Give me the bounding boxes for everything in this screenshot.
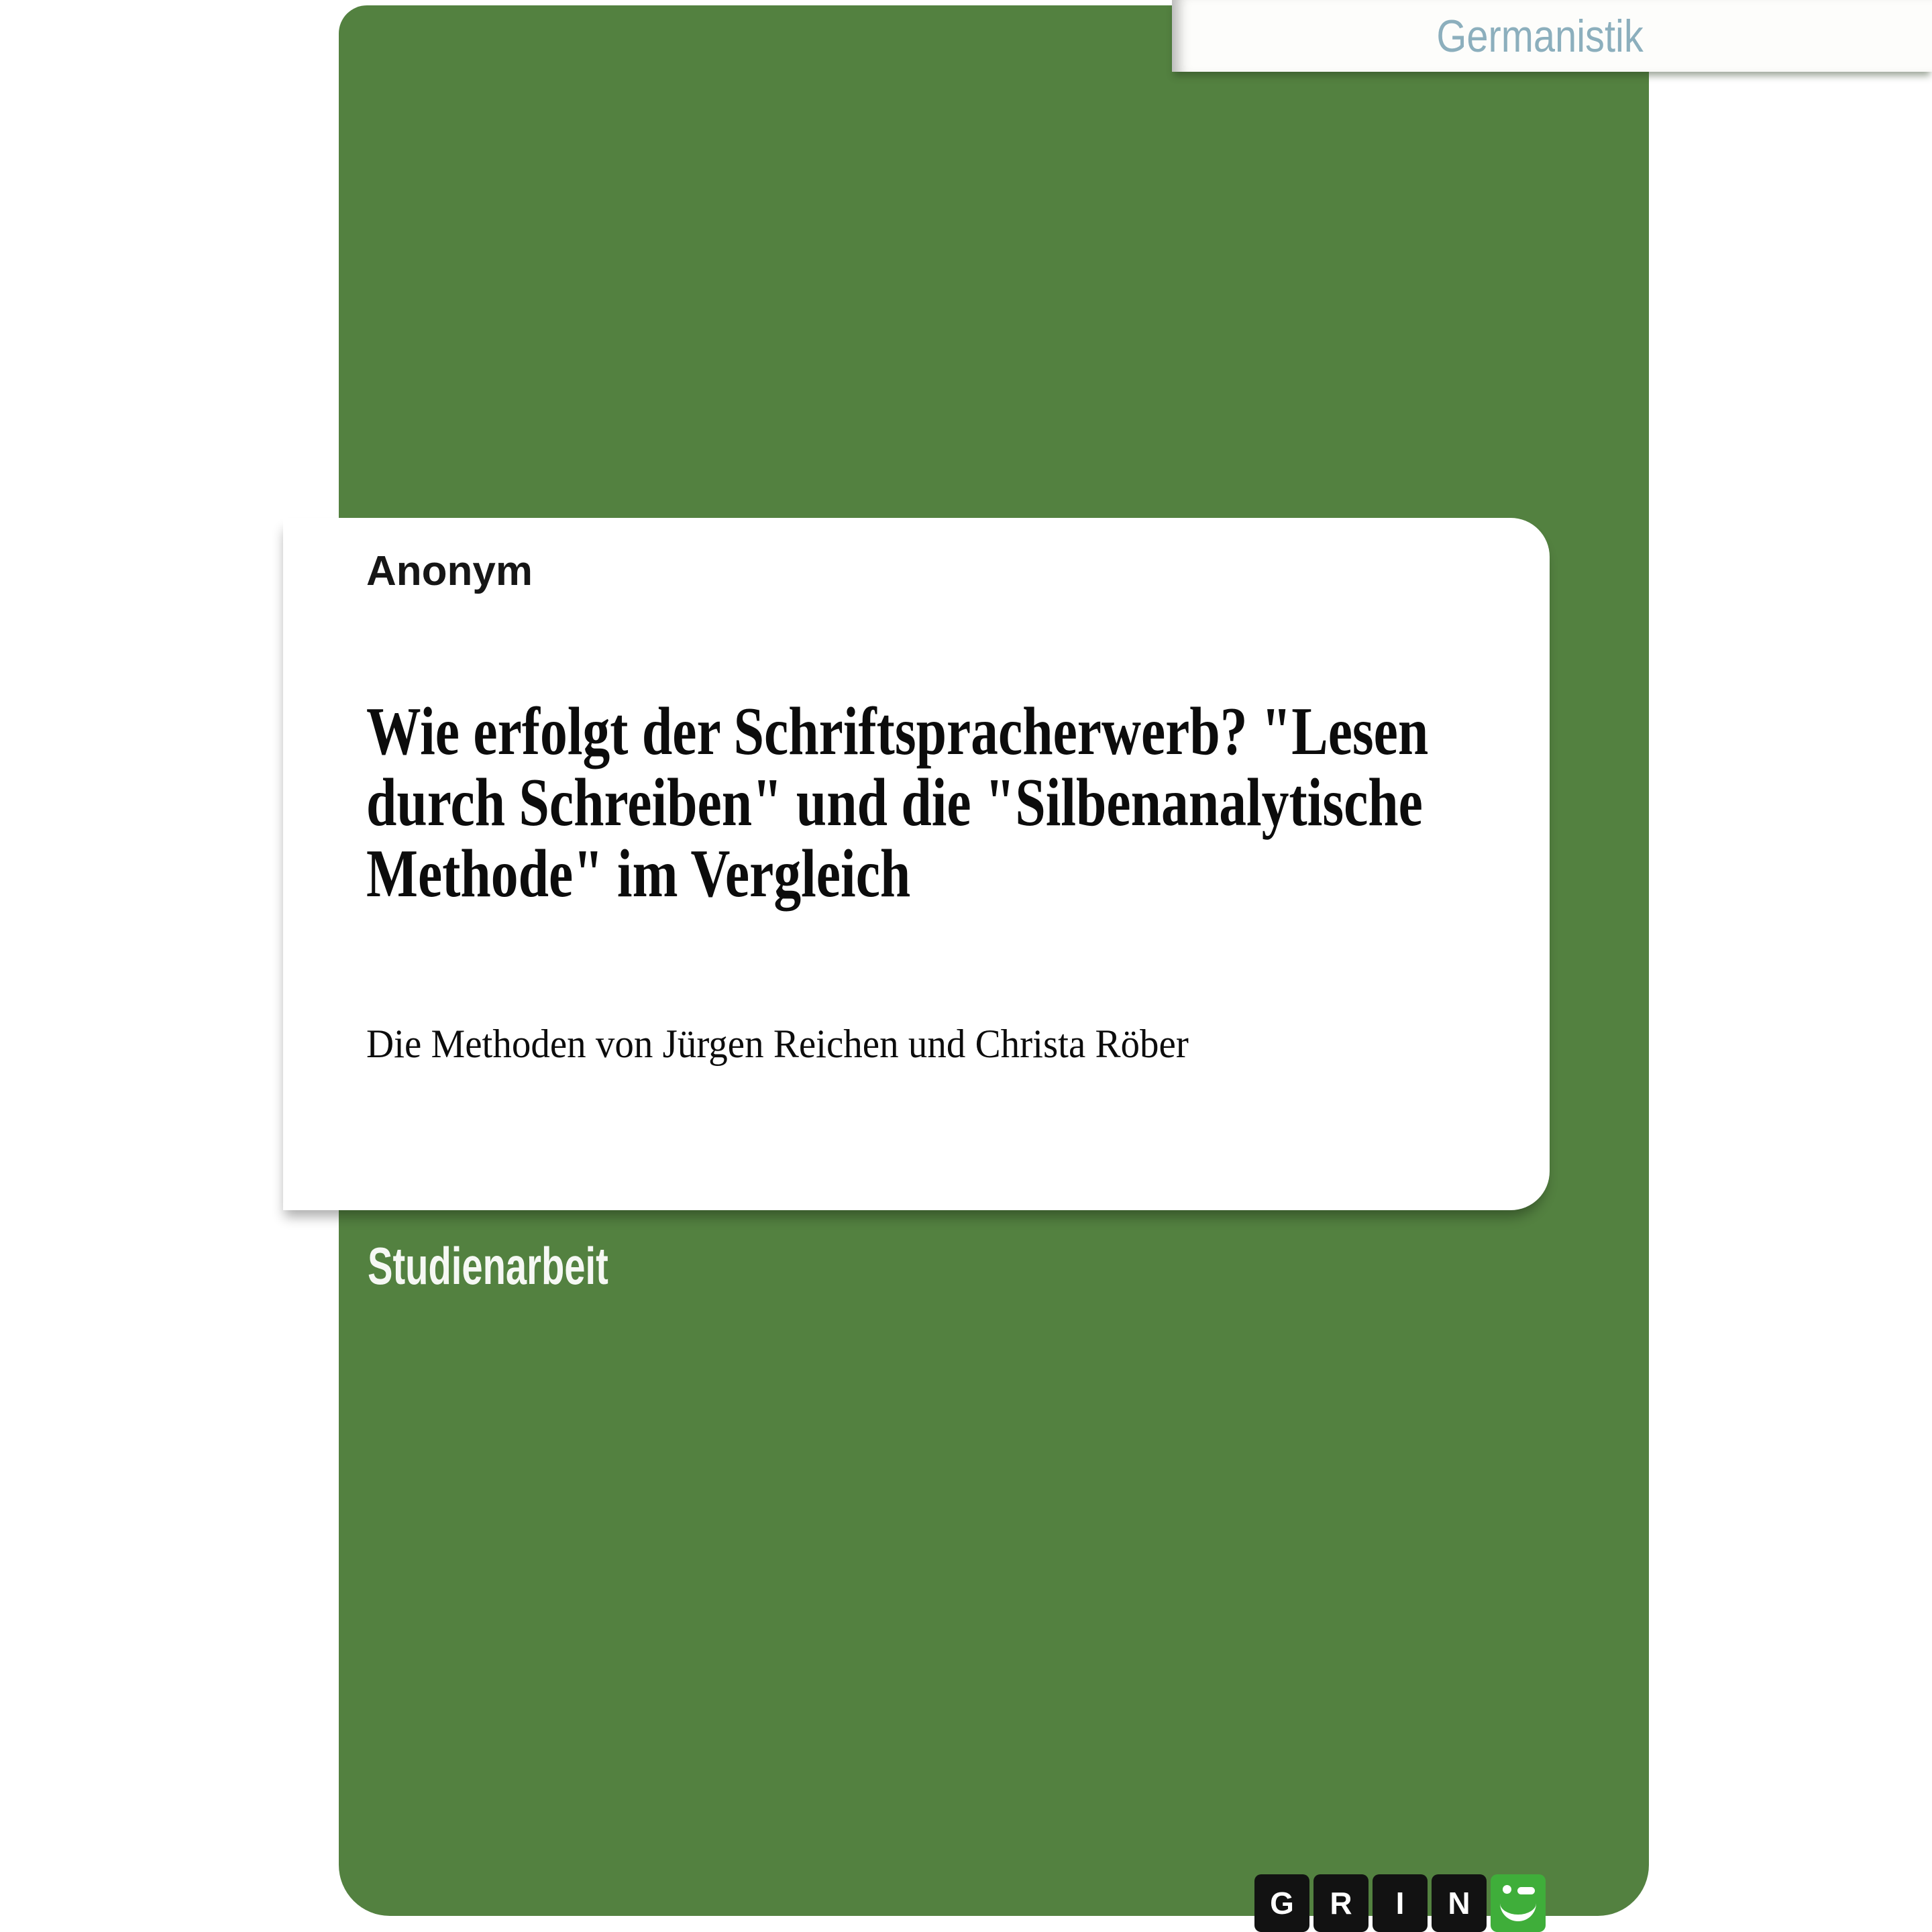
category-label: Germanistik: [1436, 11, 1644, 62]
document-type-label: Studienarbeit: [368, 1236, 608, 1295]
author-name: Anonym: [366, 548, 533, 594]
grin-smiley-icon: [1491, 1874, 1546, 1932]
logo-letter-tile-i: I: [1373, 1874, 1428, 1932]
category-band: [1172, 0, 1932, 72]
book-subtitle: Die Methoden von Jürgen Reichen und Christa Röber: [366, 1022, 1189, 1066]
title-line-1: Wie erfolgt der Schriftspracherwerb? "Lesen: [366, 694, 1429, 769]
title-line-2: durch Schreiben" und die "Silbenanalytische: [366, 765, 1423, 841]
title-panel: [283, 518, 1550, 1210]
book-title: [366, 696, 1428, 910]
logo-letter-tile-g: G: [1254, 1874, 1309, 1932]
grin-logo: [1254, 1874, 1546, 1932]
smiley-mouth: [1500, 1893, 1536, 1921]
title-line-3: Methode" im Vergleich: [366, 836, 911, 912]
logo-letter-tile-n: N: [1432, 1874, 1487, 1932]
logo-letter-tile-r: R: [1313, 1874, 1368, 1932]
